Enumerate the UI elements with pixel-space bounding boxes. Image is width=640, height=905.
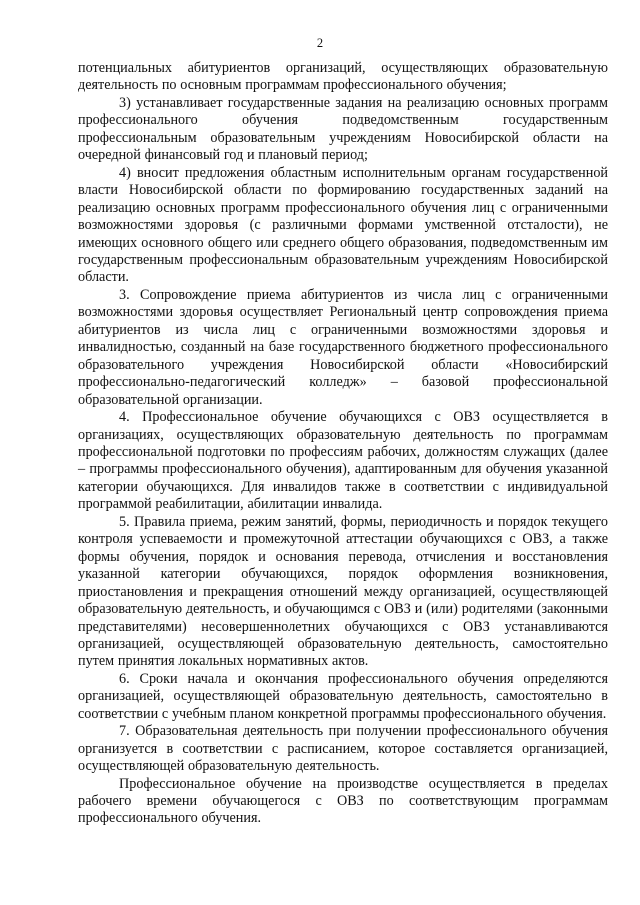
paragraph-section-5: 5. Правила приема, режим занятий, формы, периодичность и порядок текущего контроля успеваемости и промежуточной аттестации обучающихся с ОВЗ, а также формы обучения, порядок и основания перевода, отчисления и восстановления указанной категории обучающихся, порядок оформления возникновения, приостановления и прекращения отношений между организацией, осуществляющей образовательную деятельность, и обучающимся с ОВЗ и (или) родителями (законными представителями) несовершеннолетних обучающихся с ОВЗ устанавливаются организацией, осуществляющей образовательную деятельность, самостоятельно путем принятия локальных нормативных актов. — [78, 513, 608, 670]
paragraph-production-training: Профессиональное обучение на производстве осуществляется в пределах рабочего времени обучающегося с ОВЗ по соответствующим программам профессионального обучения. — [78, 775, 608, 827]
paragraph-item-4: 4) вносит предложения областным исполнительным органам государственной власти Новосибирской области по формированию государственных заданий на реализацию основных программ профессионального обучения лиц с ограниченными возможностями здоровья (с различными формами умственной отсталости), не имеющих основного общего или среднего общего образования, подведомственным им государственным профессиональным образовательным учреждениям Новосибирской области. — [78, 164, 608, 286]
paragraph-section-6: 6. Сроки начала и окончания профессионального обучения определяются организацией, осуществляющей образовательную деятельность, самостоятельно в соответствии с учебным планом конкретной программы профессионального обучения. — [78, 670, 608, 722]
paragraph-item-3: 3) устанавливает государственные задания на реализацию основных программ профессионального обучения подведомственным государственным профессиональным образовательным учреждениям Новосибирской области на очередной финансовый год и плановый период; — [78, 94, 608, 164]
paragraph-section-4: 4. Профессиональное обучение обучающихся с ОВЗ осуществляется в организациях, осуществляющих образовательную деятельность по программам профессиональной подготовки по профессиям рабочих, должностям служащих (далее – программы профессионального обучения), адаптированным для обучения указанной категории обучающихся. Для инвалидов также в соответствии с индивидуальной программой реабилитации, абилитации инвалида. — [78, 409, 608, 513]
document-body — [78, 60, 608, 828]
paragraph-section-3: 3. Сопровождение приема абитуриентов из числа лиц с ограниченными возможностями здоровья осуществляет Региональный центр сопровождения приема абитуриентов из числа лиц с ограниченными возможностями здоровья и инвалидностью, созданный на базе государственного бюджетного профессионального образовательного учреждения Новосибирской области «Новосибирский профессионально-педагогический колледж» – базовой профессиональной образовательной организации. — [78, 286, 608, 408]
paragraph-continuation: потенциальных абитуриентов организаций, осуществляющих образовательную деятельность по основным программам профессионального обучения; — [78, 60, 608, 94]
page-number: 2 — [316, 36, 324, 50]
paragraph-section-7: 7. Образовательная деятельность при получении профессионального обучения организуется в соответствии с расписанием, которое составляется организацией, осуществляющей образовательную деятельность. — [78, 723, 608, 775]
